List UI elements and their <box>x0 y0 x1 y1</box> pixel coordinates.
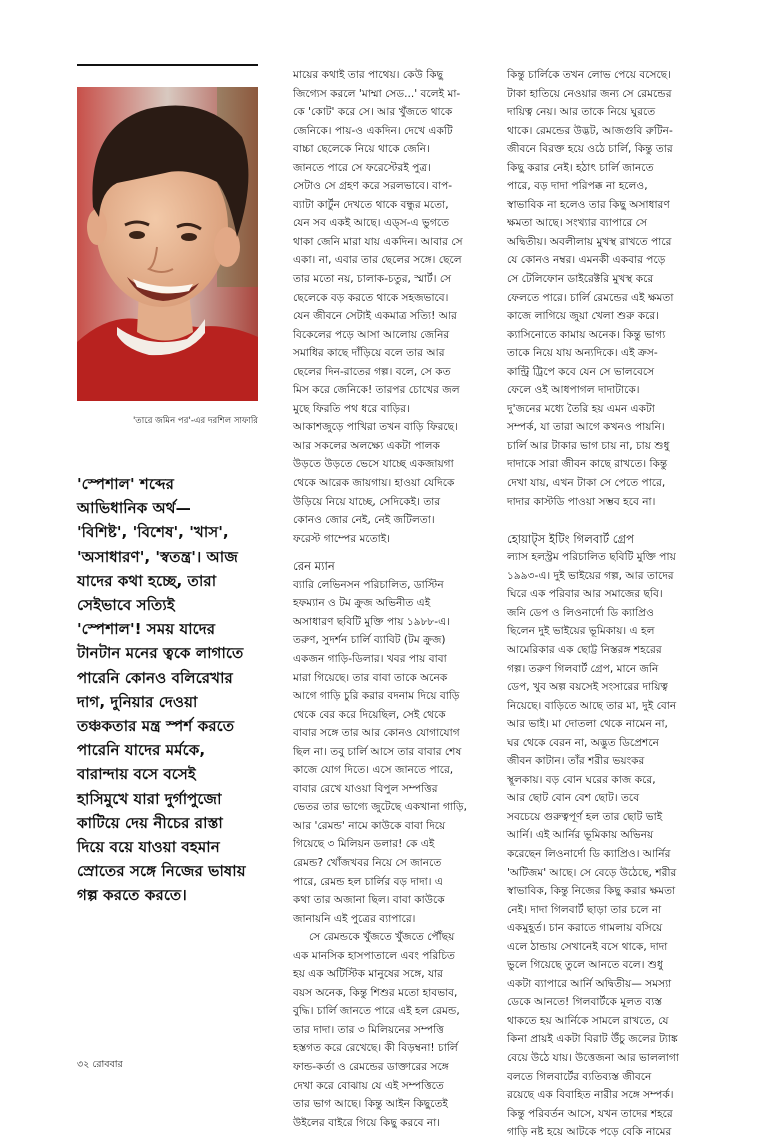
body-line: জানায়নি এই পুত্রের ব্যাপারে। <box>293 912 416 925</box>
body-line: কথা তার অজানা ছিল। বাবা কাউকে <box>293 894 445 907</box>
top-rule-divider <box>77 64 258 66</box>
body-line: আর ভাই। মা দোতলা থেকে নামেন না, <box>507 718 668 731</box>
body-line: বলতে গিলবার্টের ব্যতিব্যস্ত জীবনে <box>507 1070 652 1083</box>
pullquote-line: 'বিশিষ্ট', 'বিশেষ', 'খাস', <box>77 523 229 542</box>
body-line: উড়তে উড়তে ভেসে যাচ্ছে একজায়গা <box>293 458 454 471</box>
body-line: একা। না, এবার তার ছেলের সঙ্গে। ছেলে <box>293 254 462 267</box>
body-line: তার দাদা। তার ৩ মিলিয়নের সম্পত্তি <box>293 1023 444 1036</box>
body-line: স্বাভাবিক, কিন্তু নিজের কিছু করার ক্ষমতা <box>507 885 676 898</box>
body-line: জীবনে বিরক্ত হয়ে ওঠে চার্লি, কিন্তু তার <box>507 143 673 156</box>
body-line: পারে, রেমন্ড হল চার্লির বড় দাদা। এ <box>293 875 443 888</box>
body-line: ছেলের দিন-রাতের গল্প। বলে, সে কত <box>293 365 451 378</box>
pullquote-line: পারেনি কোনও বলিরেখার <box>77 668 233 687</box>
body-line: ল্যাস হলস্ট্রম পরিচালিত ছবিটি মুক্তি পায় <box>507 551 676 564</box>
pullquote-line: পারেনি যাদের মর্মকে, <box>77 741 206 760</box>
body-line: কে 'কোট' করে সে। আর খুঁজতে থাকে <box>293 106 453 119</box>
portrait-illustration <box>77 87 258 401</box>
body-line: গাড়ি নষ্ট হয়ে আটকে পড়ে বেকি নামের <box>507 1126 672 1139</box>
body-line: জীবন কাটান। তাঁর শরীর ভয়ংকর <box>507 755 645 768</box>
body-line: অসাধারণ ছবিটি মুক্তি পায় ১৯৮৮-এ। <box>293 615 450 628</box>
body-line: দেখা করে বোঝায় যে এই সম্পত্তিতে <box>293 1079 444 1092</box>
body-line: থাকে। রেমন্ডের উদ্ভট, আজগুবি রুটিন- <box>507 124 673 137</box>
body-line: ব্যাটা কার্টুন দেখতে থাকে বন্ধুর মতো, <box>293 198 449 211</box>
body-line: সমাধির কাছে দাঁড়িয়ে বলে তার আর <box>293 347 445 360</box>
body-line: দাদার কাস্টডি পাওয়া সম্ভব হবে না। <box>507 495 656 508</box>
body-line: 'অটিজম' আছে। সে বেড়ে উঠেছে, শরীর <box>507 866 677 879</box>
body-line: হয় এক অটিস্টিক মানুষের সঙ্গে, যার <box>293 968 444 981</box>
body-line: তার ভাগ আছে। কিন্তু আইন কিছুতেই <box>293 1098 448 1111</box>
body-line: তার মতো নয়, চালাক-চতুর, স্মার্ট। সে <box>293 273 452 286</box>
section-gap <box>507 511 707 530</box>
body-line: বেয়ে উঠে যায়। উত্তেজনা আর ভাললাগা <box>507 1051 679 1064</box>
body-line: ছেলেকে বড় করতে থাকে সহজভাবে। <box>293 291 449 304</box>
body-line: আগে গাড়ি চুরি করার বদনাম দিয়ে বাড়ি <box>293 690 460 703</box>
body-line: অদ্বিতীয়। অবলীলায় মুখস্থ রাখতে পারে <box>507 235 672 248</box>
page-number: ৩২ <box>77 1059 90 1070</box>
body-line: ঘর থেকে বেরন না, অদ্ভুত ডিপ্রেশনে <box>507 736 659 749</box>
body-line: বাবার সঙ্গে তার আর কোনও যোগাযোগ <box>293 727 460 740</box>
body-line: আর ছোট বোন বেশ ছোট। তবে <box>507 792 640 805</box>
body-line: ক্যাসিনোতে কামায় অনেক। কিন্তু ভাগ্য <box>507 328 666 341</box>
body-line: ১৯৯৩-এ। দুই ভাইয়ের গল্প, আর তাদের <box>507 569 674 582</box>
page-footer <box>77 1058 123 1073</box>
section-subhead-rain-man: রেন ম্যান <box>293 559 335 574</box>
article-column-2 <box>293 66 488 1132</box>
body-line: আর সকলের অলক্ষ্যে একটা পালক <box>293 439 440 452</box>
body-line: এলে ঠান্ডায় সেখানেই বসে থাকে, দাদা <box>507 940 668 953</box>
body-line: তাকে নিয়ে যায় অন্যদিকে। এই ক্রস- <box>507 347 658 360</box>
body-line: জেনিকে। পায়-ও একদিন। দেখে একটি <box>293 124 453 137</box>
pullquote-line: তঞ্চকতার মন্ত্র স্পর্শ করতে <box>77 717 235 736</box>
body-line: আমেরিকার এক ছোট্ট নিস্তরঙ্গ শহরের <box>507 643 662 656</box>
body-line: টাকা হাতিয়ে নেওয়ার জন্য সে রেমন্ডের <box>507 87 672 100</box>
body-line: সবচেয়ে গুরুত্বপূর্ণ হল তার ছোট ভাই <box>507 810 663 823</box>
body-line: দায়িত্ব নেয়। আর তাকে নিয়ে ঘুরতে <box>507 106 656 119</box>
pullquote-line: 'স্পেশাল' শব্দের <box>77 475 174 493</box>
body-line: ভুলে গিয়েছে তুলে আনতে বলে। শুধু <box>507 959 663 972</box>
body-line: হস্তগত করে রেখেছে। কী বিড়ম্বনা! চার্লি <box>293 1042 458 1055</box>
body-line: চার্লি আর টাকার ভাগ চায় না, চায় শুধু <box>507 439 670 452</box>
pull-quote <box>77 472 263 908</box>
body-line: সে রেমন্ডকে খুঁজতে খুঁজতে পৌঁছয় <box>309 931 455 944</box>
body-line: মিস করে জেনিকে! তারপর চোখের জল <box>293 384 460 397</box>
pullquote-line: হাসিমুখে যারা দুর্গাপুজো <box>77 789 222 808</box>
body-line: স্বাভাবিক না হলেও তার কিছু অসাধারণ <box>507 198 670 211</box>
body-line: আকাশজুড়ে পাখিরা তখন বাড়ি ফিরছে। <box>293 421 458 434</box>
body-line: আর 'রেমন্ড' নামে কাউকে বাবা দিয়ে <box>293 819 446 832</box>
pullquote-line: 'অসাধারণ', 'স্বতন্ত্র'। আজ <box>77 547 238 566</box>
body-line: ডেকে আনতে! গিলবার্টকে মূলত ব্যস্ত <box>507 996 662 1009</box>
body-line: মারা গিয়েছে। তার বাবা তাকে অনেক <box>293 671 448 684</box>
body-line: থেকে আরেক জায়গায়। হাওয়া যেদিকে <box>293 477 455 490</box>
body-line: বুদ্ধি। চার্লি জানতে পারে এই হল রেমন্ড, <box>293 1005 460 1018</box>
body-line: কিন্তু পরিবর্তন আসে, যখন তাদের শহরে <box>507 1107 673 1120</box>
pullquote-line: দিয়ে বয়ে যাওয়া বহমান <box>77 838 220 857</box>
body-line: গল্প। তরুণ গিলবার্ট গ্রেপ, মানে জনি <box>507 662 659 675</box>
body-line: সেটাও সে গ্রহণ করে সরলভাবে। বাপ- <box>293 180 453 193</box>
section-subhead-gilbert-grape: হোয়াট্স ইটিং গিলবার্ট গ্রেপ <box>507 531 634 546</box>
body-line: ক্ষমতা আছে। সংখ্যার ব্যাপারে সে <box>507 217 647 230</box>
pullquote-line: আভিধানিক অর্থ— <box>77 499 191 518</box>
body-line: আর্নি। এই আর্নির ভূমিকায় অভিনয় <box>507 829 654 842</box>
body-line: একজন গাড়ি-ডিলার। খবর পায় বাবা <box>293 652 447 665</box>
body-line: ভেতর তার ভাগ্যে জুটেছে একখানা গাড়ি, <box>293 801 467 814</box>
pullquote-line: 'স্পেশাল'! সময় যাদের <box>77 620 216 639</box>
body-line: হফম্যান ও টম ক্রুজ অভিনীত এই <box>293 597 431 610</box>
pullquote-line: গল্প করতে করতে। <box>77 886 187 905</box>
body-line: জিগ্যেস করলে 'মাম্মা সেড...' বলেই মা- <box>293 87 461 100</box>
pullquote-line: বারান্দায় বসে বসেই <box>77 765 196 784</box>
body-line: ছিলেন দুই ভাইয়ের ভূমিকায়। এ হল <box>507 625 655 638</box>
body-line: করেছেন লিওনার্দো ডি ক্যাপ্রিও। আর্নির <box>507 847 671 860</box>
body-line: যে কোনও নম্বর। এমনকী একবার পড়ে <box>507 254 666 267</box>
body-line: এক মানসিক হাসপাতালে এবং পরিচিত <box>293 949 455 962</box>
body-line: দু'জনের মধ্যে তৈরি হয় এমন একটা <box>507 402 655 415</box>
body-line: জানতে পারে সে ফরেস্টেরই পুত্র। <box>293 161 431 174</box>
body-line: তরুণ, সুদর্শন চার্লি ব্যাবিট (টম ক্রুজ) <box>293 634 446 647</box>
photo-caption: 'তারে জমিন পর'-এর দরশিল সাফারি <box>132 416 258 426</box>
body-line: মায়ের কথাই তার পাথেয়। কেউ কিছু <box>293 69 444 81</box>
pullquote-line: দাগ, দুনিয়ার দেওয়া <box>77 692 198 711</box>
body-line: যেন জীবনে সেটাই একমাত্র সত্যি! আর <box>293 310 457 323</box>
body-line: মুছে ফিরতি পথ ধরে বাড়ির। <box>293 402 410 415</box>
body-line: স্থূলকায়। বড় বোন ঘরের কাজ করে, <box>507 773 656 786</box>
body-line: কিন্তু চার্লিকে তখন লোভ পেয়ে বসেছে। <box>507 69 671 81</box>
body-line: থাকতে হয় আর্নিকে সামলে রাখতে, যে <box>507 1014 669 1027</box>
pullquote-line: স্রোতের সঙ্গে নিজের ভাষায় <box>77 862 246 881</box>
body-line: কান্ট্রি ট্রিপে কবে যেন সে ভালবেসে <box>507 365 655 378</box>
body-line: কিছু করার নেই। হঠাৎ চার্লি জানতে <box>507 161 654 174</box>
body-line: থেকে বের করে দিয়েছিল, সেই থেকে <box>293 708 446 721</box>
body-line: জনি ডেপ ও লিওনার্দো ডি ক্যাপ্রিও <box>507 606 654 619</box>
body-line: পারে, বড় দাদা পরিপক্ক না হলেও, <box>507 180 648 193</box>
body-line: সম্পর্ক, যা তারা আগে কখনও পায়নি। <box>507 421 665 434</box>
boy-photo <box>77 87 258 401</box>
body-line: ফেলে ওই আধপাগল দাদাটাকে। <box>507 384 640 397</box>
body-line: কাজে যোগ দিতে। এসে জানতে পারে, <box>293 764 454 777</box>
pullquote-line: যাদের কথা হচ্ছে, তারা <box>77 571 217 590</box>
body-line: বাবার রেখে যাওয়া বিপুল সম্পত্তির <box>293 782 438 795</box>
body-line: নিয়েছে। বাড়িতে আছে তার মা, দুই বোন <box>507 699 677 712</box>
body-line: দেখা যায়, এখন টাকা সে পেতে পারে, <box>507 477 666 490</box>
pullquote-line: সেইভাবে সত্যিই <box>77 596 175 615</box>
body-line: ঘিরে এক পরিবার আর সমাজের ছবি। <box>507 588 663 601</box>
body-line: দাদাকে সারা জীবন কাছে রাখতে। কিন্তু <box>507 458 668 471</box>
body-line: ফেলতে পারে। চার্লি রেমন্ডের এই ক্ষমতা <box>507 291 674 304</box>
body-line: উড়িয়ে নিয়ে যাচ্ছে, সেদিকেই। তার <box>293 495 441 508</box>
body-line: বয়স অনেক, কিন্তু শিশুর মতো হাবভাব, <box>293 986 458 999</box>
body-line: সে টেলিফোন ডাইরেক্টরি মুখস্থ করে <box>507 273 654 286</box>
body-line: ব্যারি লেভিনসন পরিচালিত, ডাস্টিন <box>293 578 444 591</box>
pullquote-line: কাটিয়ে দেয় নীচের রাস্তা <box>77 813 223 832</box>
body-line: বাচ্চা ছেলেকে নিয়ে থাকে জেনি। <box>293 143 430 156</box>
body-line: ছিল না। তবু চার্লি আসে তার বাবার শেষ <box>293 745 462 758</box>
body-line: কিনা প্রায়ই একটা বিরাট উঁচু জলের ট্যাঙ্ক <box>507 1033 678 1046</box>
body-line: কোনও জোর নেই, নেই জটিলতা। <box>293 514 435 527</box>
body-line: নেই। দাদা গিলবার্ট ছাড়া তার চলে না <box>507 903 662 916</box>
body-line: ফরেস্ট গাম্পের মতোই। <box>293 532 391 545</box>
publication-name: রোববার <box>92 1059 123 1070</box>
body-line: রয়েছে এক বিবাহিত নারীর সঙ্গে সম্পর্ক। <box>507 1089 674 1102</box>
body-line: থাকা জেনি মারা যায় একদিন। আবার সে <box>293 235 463 248</box>
body-line: একটা ব্যাপারে আর্নি অদ্বিতীয়— সমস্যা <box>507 977 672 990</box>
body-line: বিকেলের পড়ে আসা আলোয় জেনির <box>293 328 450 341</box>
body-line: গিয়েছে ৩ মিলিয়ন ডলার! কে এই <box>293 838 435 851</box>
body-line: একমুহূর্ত। চান করাতে গামলায় বসিয়ে <box>507 922 663 935</box>
body-line: রেমন্ড? খোঁজখবর নিয়ে সে জানতে <box>293 856 442 869</box>
body-line: ফান্ড-কর্তা ও রেমন্ডের ডাক্তারের সঙ্গে <box>293 1060 449 1073</box>
body-line: কাজে লাগিয়ে জুয়া খেলা শুরু করে। <box>507 310 660 323</box>
body-line: যেন সব একই আছে। এড্স-এ ভুগতে <box>293 217 450 230</box>
body-line: উইলের বাইরে গিয়ে কিছু করবে না। <box>293 1116 441 1129</box>
body-line: ডেপ, খুব অল্প বয়সেই সংসারের দায়িত্ব <box>507 681 668 694</box>
article-column-3 <box>507 66 707 1142</box>
pullquote-line: টানটান মনের ত্বকে লাগাতে <box>77 644 244 663</box>
